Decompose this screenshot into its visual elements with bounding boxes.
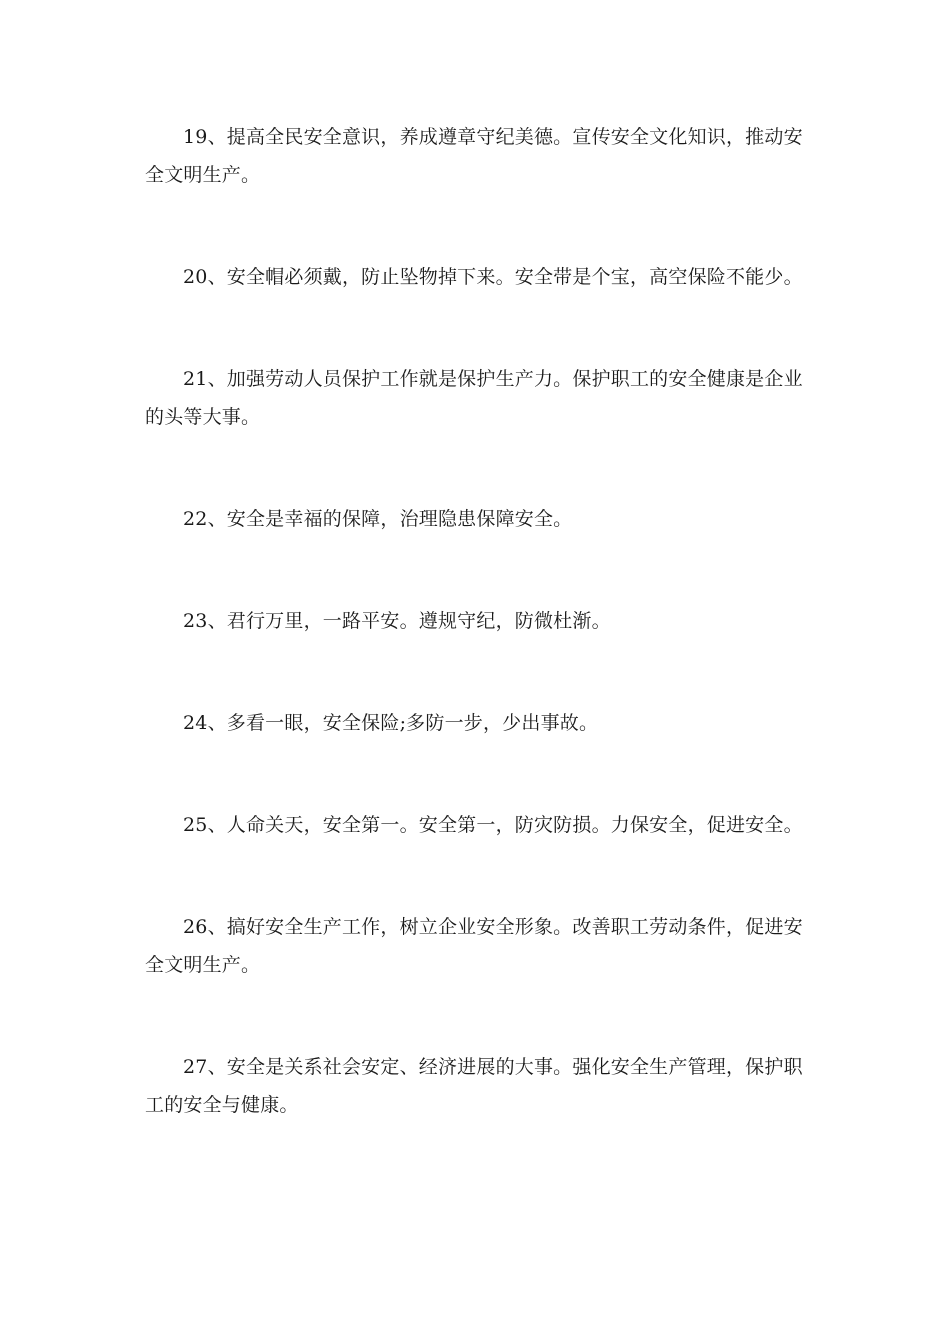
paragraph-26: 26、搞好安全生产工作，树立企业安全形象。改善职工劳动条件，促进安全文明生产。	[145, 916, 803, 976]
paragraph-21: 21、加强劳动人员保护工作就是保护生产力。保护职工的安全健康是企业的头等大事。	[145, 368, 803, 428]
paragraph-25: 25、人命关天，安全第一。安全第一，防灾防损。力保安全，促进安全。	[183, 814, 803, 836]
paragraph-20: 20、安全帽必须戴，防止坠物掉下来。安全带是个宝，高空保险不能少。	[183, 266, 803, 288]
document-body	[145, 118, 810, 1188]
paragraph-22: 22、安全是幸福的保障，治理隐患保障安全。	[183, 508, 573, 530]
paragraph-27: 27、安全是关系社会安定、经济进展的大事。强化安全生产管理，保护职工的安全与健康。	[145, 1056, 803, 1116]
paragraph-24: 24、多看一眼，安全保险;多防一步，少出事故。	[183, 712, 599, 734]
paragraph-19: 19、提高全民安全意识，养成遵章守纪美德。宣传安全文化知识，推动安全文明生产。	[145, 126, 803, 186]
paragraph-23: 23、君行万里，一路平安。遵规守纪，防微杜渐。	[183, 610, 611, 632]
